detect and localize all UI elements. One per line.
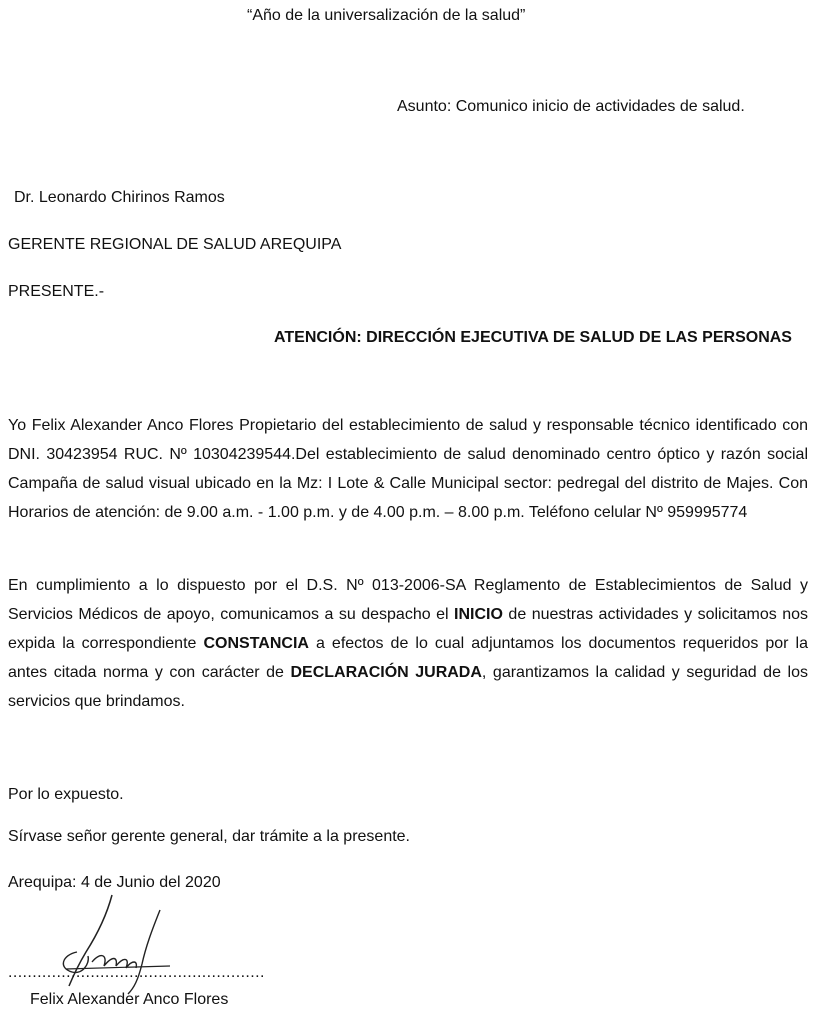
inicio-emphasis: INICIO bbox=[454, 606, 503, 623]
recipient-name: Dr. Leonardo Chirinos Ramos bbox=[14, 189, 225, 206]
presente-line: PRESENTE.- bbox=[8, 283, 105, 300]
constancia-emphasis: CONSTANCIA bbox=[203, 635, 309, 652]
closing-line-1: Por lo expuesto. bbox=[8, 786, 124, 803]
body-paragraph-1: Yo Felix Alexander Anco Flores Propietario del establecimiento de salud y responsable técnico identificado con DNI. 30423954 RUC. Nº 10304239544.Del establecimiento de salud denominado centro óptico y razón social Campaña de salud visual ubicado en la Mz: I Lote & Calle Municipal sector: pedregal del distrito de Majes. Con Horarios de atención: de 9.00 a.m. - 1.00 p.m. y de 4.00 p.m. – 8.00 p.m. Teléfono celular Nº 959995774 bbox=[8, 417, 808, 521]
closing-date: Arequipa: 4 de Junio del 2020 bbox=[8, 874, 221, 891]
signature-name: Felix Alexander Anco Flores bbox=[30, 991, 229, 1008]
declaracion-jurada-emphasis: DECLARACIÓN JURADA bbox=[290, 664, 482, 681]
paragraph-2-text-2: de nuestras actividades y solicitamos nos expida la correspondiente bbox=[8, 606, 809, 652]
attention-line: ATENCIÓN: DIRECCIÓN EJECUTIVA DE SALUD DE LAS PERSONAS bbox=[274, 329, 792, 346]
paragraph-2-text-4: , garantizamos la calidad y seguridad de los servicios que brindamos. bbox=[8, 664, 808, 710]
paragraph-2-text-3: a efectos de lo cual adjuntamos los documentos requeridos por la antes citada norma y con carácter de bbox=[8, 635, 808, 681]
body-paragraph-2 bbox=[8, 571, 808, 716]
motto-heading: “Año de la universalización de la salud” bbox=[247, 7, 526, 24]
handwritten-signature-icon bbox=[20, 890, 180, 1000]
closing-line-2: Sírvase señor gerente general, dar trámite a la presente. bbox=[8, 828, 410, 845]
subject-line: Asunto: Comunico inicio de actividades de salud. bbox=[397, 98, 745, 115]
paragraph-2-text-1: En cumplimiento a lo dispuesto por el D.S. Nº 013-2006-SA Reglamento de Establecimientos de Salud y Servicios Médicos de apoyo, comunicamos a su despacho el bbox=[8, 577, 808, 623]
signature-dotted-line: ..................................................... bbox=[8, 964, 265, 981]
recipient-title: GERENTE REGIONAL DE SALUD AREQUIPA bbox=[8, 236, 342, 253]
